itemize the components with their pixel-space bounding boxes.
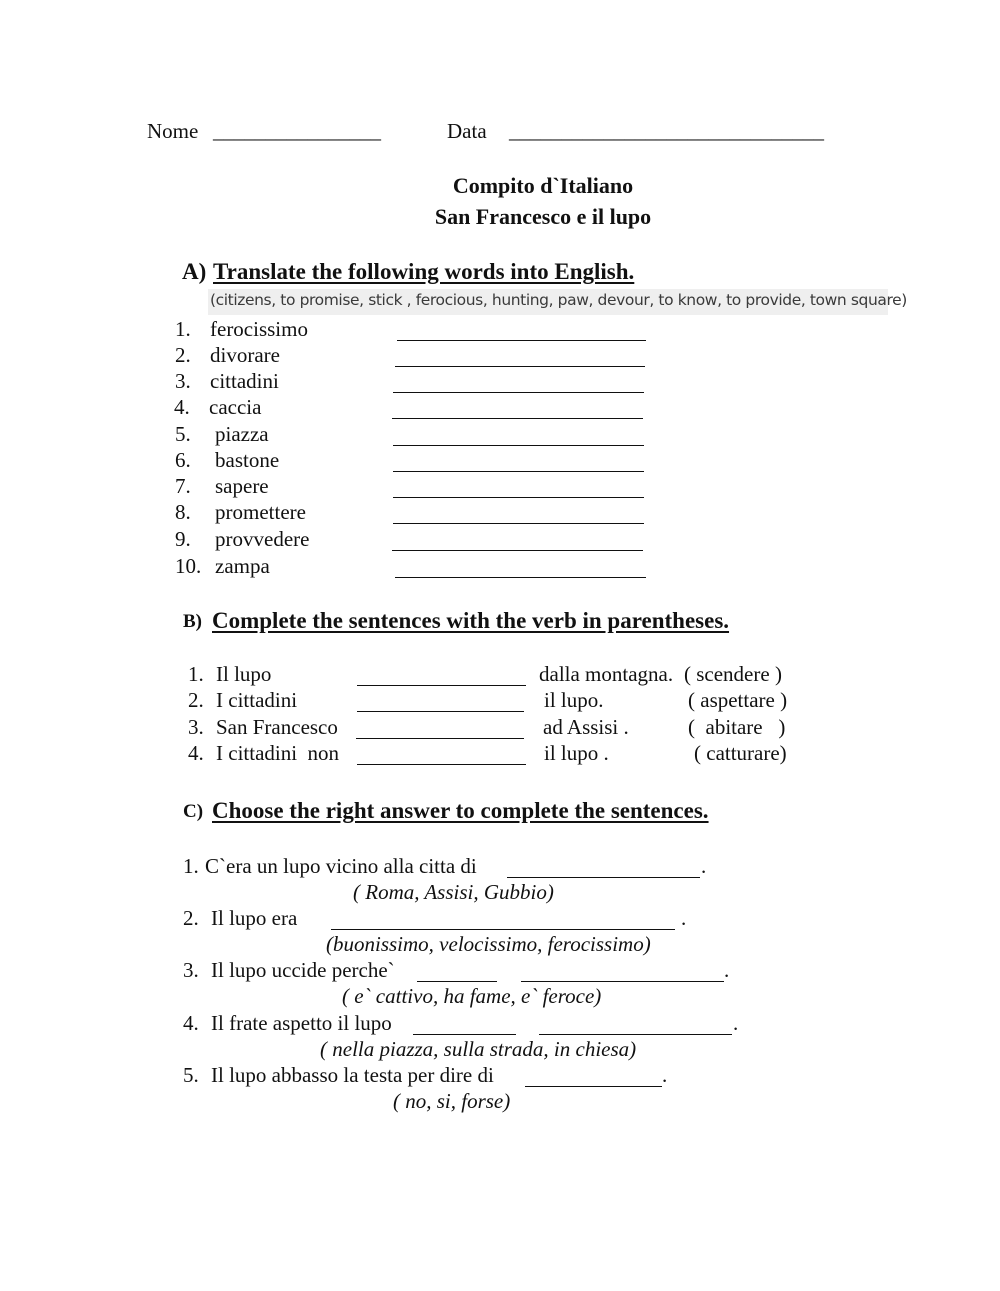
- sentence-subject: Il lupo: [216, 662, 272, 686]
- question-end: .: [724, 958, 730, 982]
- answer-blank[interactable]: [393, 523, 644, 524]
- list-item-number: 10.: [175, 554, 202, 578]
- name-blank[interactable]: ________________: [213, 119, 381, 143]
- answer-blank[interactable]: [331, 929, 675, 930]
- list-item-number: 4.: [174, 395, 190, 419]
- answer-blank[interactable]: [525, 1086, 662, 1087]
- list-item-number: 3.: [175, 369, 191, 393]
- list-item-number: 8.: [175, 500, 191, 524]
- answer-blank[interactable]: [392, 550, 643, 551]
- answer-options: ( Roma, Assisi, Gubbio): [353, 880, 554, 904]
- question-text: Il lupo uccide perche`: [211, 958, 395, 982]
- sentence-subject: I cittadini non: [216, 741, 340, 765]
- answer-blank[interactable]: [393, 445, 644, 446]
- question-number: 5.: [183, 1063, 199, 1087]
- question-number: 3.: [183, 958, 199, 982]
- section-a-letter: A): [182, 259, 207, 284]
- verb-blank[interactable]: [357, 764, 526, 765]
- sentence-number: 1.: [188, 662, 204, 686]
- question-text: Il frate aspetto il lupo: [211, 1011, 392, 1035]
- section-c-letter: C): [183, 801, 204, 822]
- list-item-word: zampa: [215, 554, 270, 578]
- sentence-number: 3.: [188, 715, 204, 739]
- sentence-subject: I cittadini: [216, 688, 298, 712]
- word-bank-hint: (citizens, to promise, stick , ferocious, hunting, paw, devour, to know, to provide, town square): [210, 291, 907, 309]
- question-end: .: [662, 1063, 668, 1087]
- answer-blank[interactable]: [393, 392, 644, 393]
- question-number: 2.: [183, 906, 199, 930]
- date-blank[interactable]: ______________________________: [509, 119, 824, 143]
- verb-blank[interactable]: [357, 711, 524, 712]
- verb-blank[interactable]: [357, 685, 526, 686]
- list-item-number: 5.: [175, 422, 191, 446]
- list-item-number: 9.: [175, 527, 191, 551]
- answer-blank[interactable]: [393, 471, 644, 472]
- answer-blank[interactable]: [395, 366, 645, 367]
- sentence-rest: ad Assisi .: [543, 715, 629, 739]
- list-item-word: provvedere: [215, 527, 310, 551]
- sentence-rest: dalla montagna.: [539, 662, 674, 686]
- list-item-word: cittadini: [210, 369, 279, 393]
- sentence-rest: il lupo .: [544, 741, 609, 765]
- list-item-word: divorare: [210, 343, 280, 367]
- sentence-subject: San Francesco: [216, 715, 338, 739]
- answer-options: ( no, si, forse): [393, 1089, 511, 1113]
- answer-blank[interactable]: [521, 981, 724, 982]
- list-item-word: caccia: [209, 395, 262, 419]
- question-text: C`era un lupo vicino alla citta di: [205, 854, 477, 878]
- sentence-rest: il lupo.: [544, 688, 604, 712]
- verb-hint: ( scendere ): [684, 662, 782, 686]
- list-item-word: sapere: [215, 474, 269, 498]
- verb-hint: ( abitare ): [688, 715, 786, 739]
- date-label: Data: [447, 119, 487, 143]
- verb-hint: ( catturare): [694, 741, 787, 765]
- question-number: 4.: [183, 1011, 199, 1035]
- answer-blank[interactable]: [397, 340, 646, 341]
- answer-blank[interactable]: [393, 497, 644, 498]
- page-subtitle: San Francesco e il lupo: [434, 204, 652, 229]
- section-b-letter: B): [183, 611, 202, 632]
- list-item-number: 1.: [175, 317, 191, 341]
- name-label: Nome: [147, 119, 199, 143]
- section-c-heading: Choose the right answer to complete the sentences.: [212, 798, 709, 823]
- page-title: Compito d`Italiano: [452, 173, 634, 198]
- sentence-number: 2.: [188, 688, 204, 712]
- list-item-word: ferocissimo: [210, 317, 308, 341]
- verb-hint: ( aspettare ): [688, 688, 788, 712]
- question-number: 1.: [183, 854, 199, 878]
- answer-blank[interactable]: [417, 981, 497, 982]
- question-end: .: [681, 906, 687, 930]
- list-item-word: bastone: [215, 448, 280, 472]
- question-text: Il lupo era: [211, 906, 298, 930]
- question-text: Il lupo abbasso la testa per dire di: [211, 1063, 494, 1087]
- answer-blank[interactable]: [507, 877, 700, 878]
- section-a-heading: Translate the following words into English.: [213, 259, 635, 284]
- answer-blank[interactable]: [395, 577, 646, 578]
- section-b-heading: Complete the sentences with the verb in parentheses.: [212, 608, 730, 633]
- list-item-word: piazza: [215, 422, 269, 446]
- question-end: .: [733, 1011, 739, 1035]
- answer-options: (buonissimo, velocissimo, ferocissimo): [326, 932, 651, 956]
- list-item-number: 2.: [175, 343, 191, 367]
- answer-blank[interactable]: [413, 1034, 516, 1035]
- list-item-number: 6.: [175, 448, 191, 472]
- question-end: .: [701, 854, 707, 878]
- answer-options: ( e` cattivo, ha fame, e` feroce): [342, 984, 602, 1008]
- sentence-number: 4.: [188, 741, 204, 765]
- list-item-number: 7.: [175, 474, 191, 498]
- answer-blank[interactable]: [539, 1034, 732, 1035]
- answer-blank[interactable]: [392, 418, 643, 419]
- verb-blank[interactable]: [356, 738, 524, 739]
- answer-options: ( nella piazza, sulla strada, in chiesa): [320, 1037, 637, 1061]
- list-item-word: promettere: [215, 500, 306, 524]
